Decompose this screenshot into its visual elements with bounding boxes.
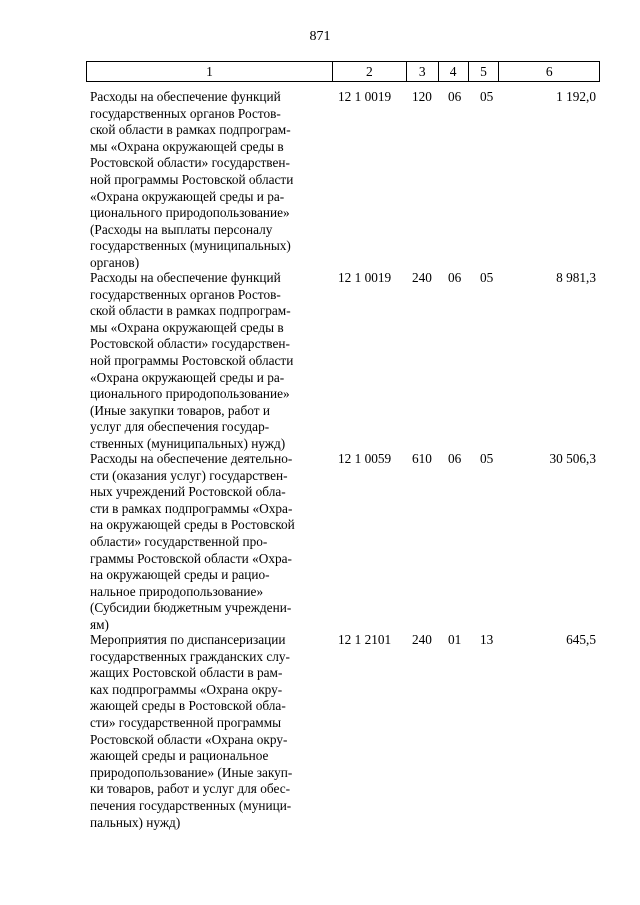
target-article-code: 12 1 0059 bbox=[338, 451, 392, 466]
desc-line: сти в рамках подпрограммы «Охра- bbox=[90, 500, 293, 516]
amount: 8 981,3 bbox=[556, 270, 596, 285]
expense-type-code: 610 bbox=[412, 451, 432, 466]
desc-line: ственных (муниципальных) нужд) bbox=[90, 435, 286, 451]
desc-line: жающей среды и рациональное bbox=[90, 748, 269, 764]
header-col-1: 1 bbox=[87, 62, 333, 81]
desc-line: услуг для обеспечения государ- bbox=[90, 419, 270, 435]
desc-line: жащих Ростовской области в рам- bbox=[90, 665, 283, 681]
section-code: 06 bbox=[448, 270, 462, 285]
desc-line: ям) bbox=[90, 616, 109, 632]
target-article-code: 12 1 2101 bbox=[338, 632, 392, 647]
expense-type-code: 120 bbox=[412, 89, 432, 104]
desc-line: органов) bbox=[90, 254, 140, 270]
header-col-3: 3 bbox=[407, 62, 439, 81]
expense-type-code: 240 bbox=[412, 632, 432, 647]
header-col-6: 6 bbox=[545, 64, 553, 79]
amount: 30 506,3 bbox=[549, 451, 596, 466]
desc-line: (Иные закупки товаров, работ и bbox=[90, 402, 270, 418]
section-code: 06 bbox=[448, 451, 462, 466]
desc-line: ной программы Ростовской области bbox=[90, 352, 294, 368]
desc-line: на окружающей среды в Ростовской bbox=[90, 517, 295, 533]
desc-line: жающей среды в Ростовской обла- bbox=[90, 698, 286, 714]
desc-line: ционального природопользование» bbox=[90, 386, 290, 402]
desc-line: мы «Охрана окружающей среды в bbox=[90, 138, 284, 154]
desc-line: ной программы Ростовской области bbox=[90, 171, 294, 187]
desc-line: государственных органов Ростов- bbox=[90, 286, 281, 302]
desc-line: Ростовской области «Охрана окру- bbox=[90, 731, 288, 747]
subsection-code: 05 bbox=[480, 270, 494, 285]
desc-line: Ростовской области» государствен- bbox=[90, 155, 290, 171]
desc-line: государственных (муниципальных) bbox=[90, 238, 291, 254]
desc-line: печения государственных (муници- bbox=[90, 797, 292, 813]
desc-line: (Расходы на выплаты персоналу bbox=[90, 221, 273, 237]
desc-line: мы «Охрана окружающей среды в bbox=[90, 319, 284, 335]
row-description bbox=[90, 632, 328, 831]
subsection-code: 05 bbox=[480, 89, 494, 104]
header-col-4: 4 bbox=[439, 62, 469, 81]
section-code: 06 bbox=[448, 89, 462, 104]
table-header bbox=[86, 61, 600, 82]
desc-line: ки товаров, работ и услуг для обес- bbox=[90, 781, 291, 797]
desc-line: области» государственной про- bbox=[90, 533, 268, 549]
page-number: 871 bbox=[309, 29, 331, 44]
desc-line: (Субсидии бюджетным учреждени- bbox=[90, 600, 292, 616]
target-article-code: 12 1 0019 bbox=[338, 270, 392, 285]
section-code: 01 bbox=[448, 632, 462, 647]
desc-line: пальных) нужд) bbox=[90, 814, 181, 830]
desc-line: ках подпрограммы «Охрана окру- bbox=[90, 681, 283, 697]
desc-line: граммы Ростовской области «Охра- bbox=[90, 550, 292, 566]
desc-line: ционального природопользование» bbox=[90, 205, 290, 221]
subsection-code: 05 bbox=[480, 451, 494, 466]
expense-type-code: 240 bbox=[412, 270, 432, 285]
desc-line: государственных гражданских слу- bbox=[90, 648, 290, 664]
header-col-5: 5 bbox=[469, 62, 500, 81]
header-col-2: 2 bbox=[333, 62, 407, 81]
desc-line: ской области в рамках подпрограм- bbox=[90, 303, 291, 319]
desc-line: природопользование» (Иные закуп- bbox=[90, 764, 293, 780]
desc-line: ской области в рамках подпрограм- bbox=[90, 122, 291, 138]
desc-line: ных учреждений Ростовской обла- bbox=[90, 484, 286, 500]
desc-line: Ростовской области» государствен- bbox=[90, 336, 290, 352]
subsection-code: 13 bbox=[480, 632, 494, 647]
row-description bbox=[90, 451, 328, 634]
target-article-code: 12 1 0019 bbox=[338, 89, 392, 104]
desc-line: Расходы на обеспечение функций bbox=[90, 89, 281, 104]
desc-line: государственных органов Ростов- bbox=[90, 105, 281, 121]
amount: 1 192,0 bbox=[556, 89, 596, 104]
amount: 645,5 bbox=[566, 632, 596, 647]
desc-line: сти» государственной программы bbox=[90, 714, 282, 730]
desc-line: сти (оказания услуг) государствен- bbox=[90, 467, 288, 483]
desc-line: Расходы на обеспечение деятельно- bbox=[90, 451, 293, 466]
desc-line: «Охрана окружающей среды и ра- bbox=[90, 188, 285, 204]
desc-line: «Охрана окружающей среды и ра- bbox=[90, 369, 285, 385]
row-description bbox=[90, 270, 328, 453]
desc-line: нальное природопользование» bbox=[90, 583, 264, 599]
desc-line: Мероприятия по диспансеризации bbox=[90, 632, 286, 647]
row-description bbox=[90, 89, 328, 272]
desc-line: на окружающей среды и рацио- bbox=[90, 567, 270, 583]
desc-line: Расходы на обеспечение функций bbox=[90, 270, 281, 285]
